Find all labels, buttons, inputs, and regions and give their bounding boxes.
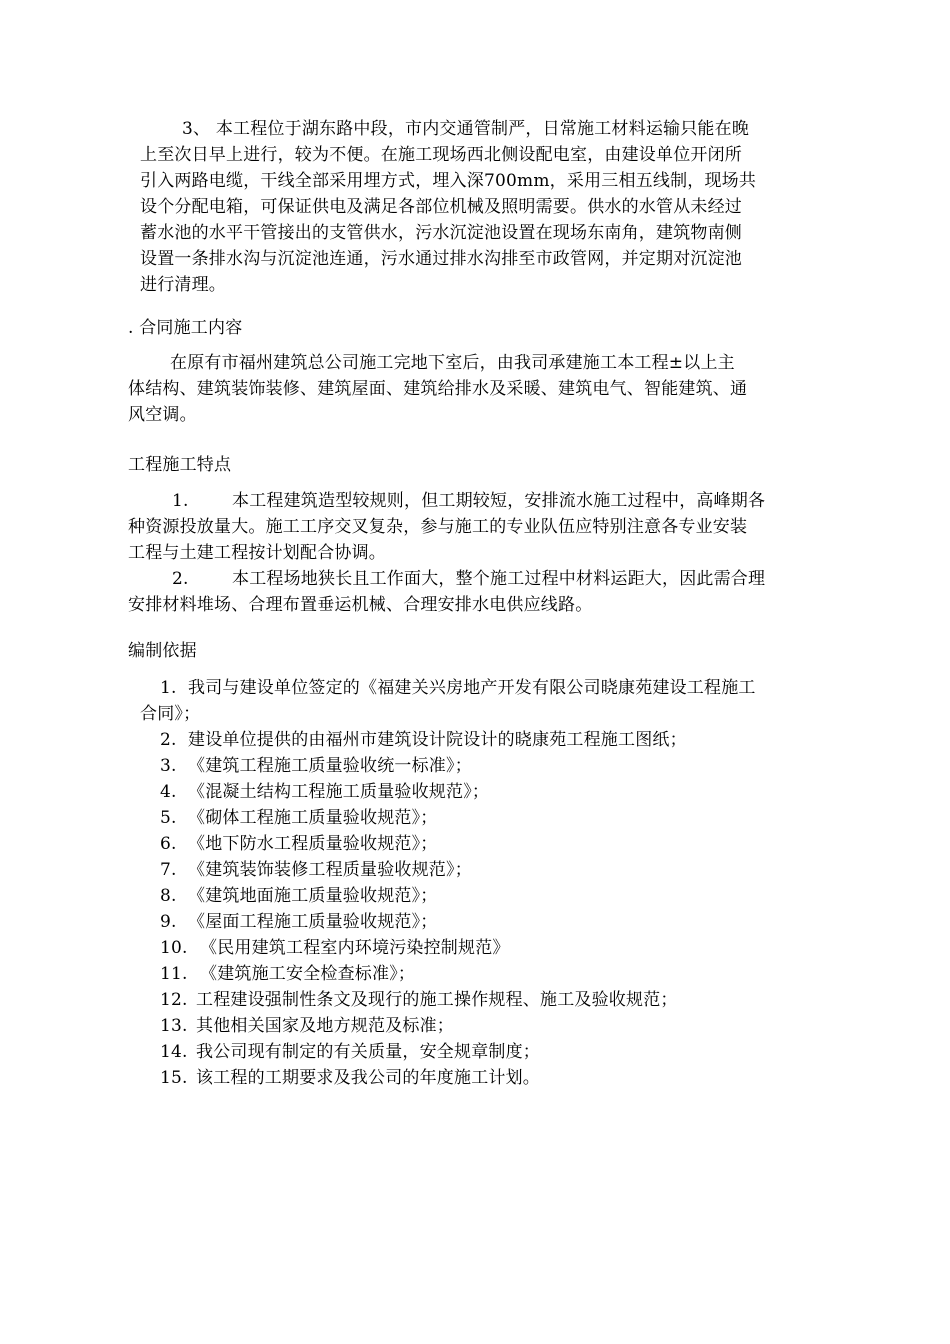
list-item-number: 2.: [160, 730, 177, 750]
list-item-line: 本工程建筑造型较规则，但工期较短，安排流水施工过程中，高峰期各: [232, 491, 766, 511]
list-item-line: 种资源投放量大。施工工序交叉复杂，参与施工的专业队伍应特别注意各专业安装: [128, 517, 748, 537]
list-item-number: 2.: [172, 569, 189, 589]
list-item-number: 4.: [160, 782, 177, 802]
list-item-line: 我司与建设单位签定的《福建关兴房地产开发有限公司晓康苑建设工程施工: [188, 678, 756, 698]
list-item-line: 工程与土建工程按计划配合协调。: [128, 543, 386, 563]
list-item-line: 《民用建筑工程室内环境污染控制规范》: [200, 938, 510, 958]
list-item-number: 8.: [160, 886, 177, 906]
paragraph-line: 进行清理。: [140, 275, 226, 295]
list-item-line: 安排材料堆场、合理布置垂运机械、合理安排水电供应线路。: [128, 595, 593, 615]
list-item-number: 5.: [160, 808, 177, 828]
list-item-line: 《建筑施工安全检查标准》；: [200, 964, 416, 984]
list-item-number: 14.: [160, 1042, 188, 1062]
list-item-line: 合同》；: [140, 704, 201, 724]
list-item-line: 《混凝土结构工程施工质量验收规范》；: [188, 782, 490, 802]
list-item-number: 6.: [160, 834, 177, 854]
paragraph-line: 蓄水池的水平干管接出的支管供水，污水沉淀池设置在现场东南角，建筑物南侧: [140, 223, 742, 243]
list-item-number: 7.: [160, 860, 177, 880]
paragraph-line: 风空调。: [128, 405, 197, 425]
paragraph-line: 在原有市福州建筑总公司施工完地下室后，由我司承建施工本工程±以上主: [170, 353, 735, 373]
list-item-line: 《地下防水工程质量验收规范》；: [188, 834, 438, 854]
list-item-number: 10.: [160, 938, 188, 958]
paragraph-line: 3、 本工程位于湖东路中段，市内交通管制严，日常施工材料运输只能在晚: [182, 119, 750, 139]
section-heading-basis: 编制依据: [128, 641, 197, 661]
list-item-line: 《建筑地面施工质量验收规范》；: [188, 886, 438, 906]
list-item-number: 12.: [160, 990, 188, 1010]
list-item-line: 本工程场地狭长且工作面大，整个施工过程中材料运距大，因此需合理: [232, 569, 766, 589]
list-item-line: 建设单位提供的由福州市建筑设计院设计的晓康苑工程施工图纸；: [188, 730, 687, 750]
list-item-number: 11.: [160, 964, 188, 984]
list-item-number: 1.: [160, 678, 177, 698]
list-item-number: 9.: [160, 912, 177, 932]
list-item-line: 《屋面工程施工质量验收规范》；: [188, 912, 438, 932]
list-item-line: 该工程的工期要求及我公司的年度施工计划。: [196, 1068, 540, 1088]
list-item-line: 《建筑工程施工质量验收统一标准》；: [188, 756, 472, 776]
list-item-number: 15.: [160, 1068, 188, 1088]
list-item-line: 我公司现有制定的有关质量，安全规章制度；: [196, 1042, 540, 1062]
section-heading-contract: . 合同施工内容: [128, 318, 243, 338]
list-item-line: 其他相关国家及地方规范及标准；: [196, 1016, 454, 1036]
list-item-number: 1.: [172, 491, 189, 511]
list-item-line: 《砌体工程施工质量验收规范》；: [188, 808, 438, 828]
list-item-line: 《建筑装饰装修工程质量验收规范》；: [188, 860, 472, 880]
paragraph-line: 体结构、建筑装饰装修、建筑屋面、建筑给排水及采暖、建筑电气、智能建筑、通: [128, 379, 748, 399]
section-heading-features: 工程施工特点: [128, 455, 232, 475]
paragraph-line: 上至次日早上进行，较为不便。在施工现场西北侧设配电室，由建设单位开闭所: [140, 145, 742, 165]
paragraph-line: 设置一条排水沟与沉淀池连通，污水通过排水沟排至市政管网，并定期对沉淀池: [140, 249, 742, 269]
list-item-number: 13.: [160, 1016, 188, 1036]
list-item-line: 工程建设强制性条文及现行的施工操作规程、施工及验收规范；: [196, 990, 678, 1010]
paragraph-line: 引入两路电缆，干线全部采用埋方式，埋入深700mm，采用三相五线制，现场共: [140, 171, 757, 191]
paragraph-line: 设个分配电箱，可保证供电及满足各部位机械及照明需要。供水的水管从未经过: [140, 197, 742, 217]
list-item-number: 3.: [160, 756, 177, 776]
